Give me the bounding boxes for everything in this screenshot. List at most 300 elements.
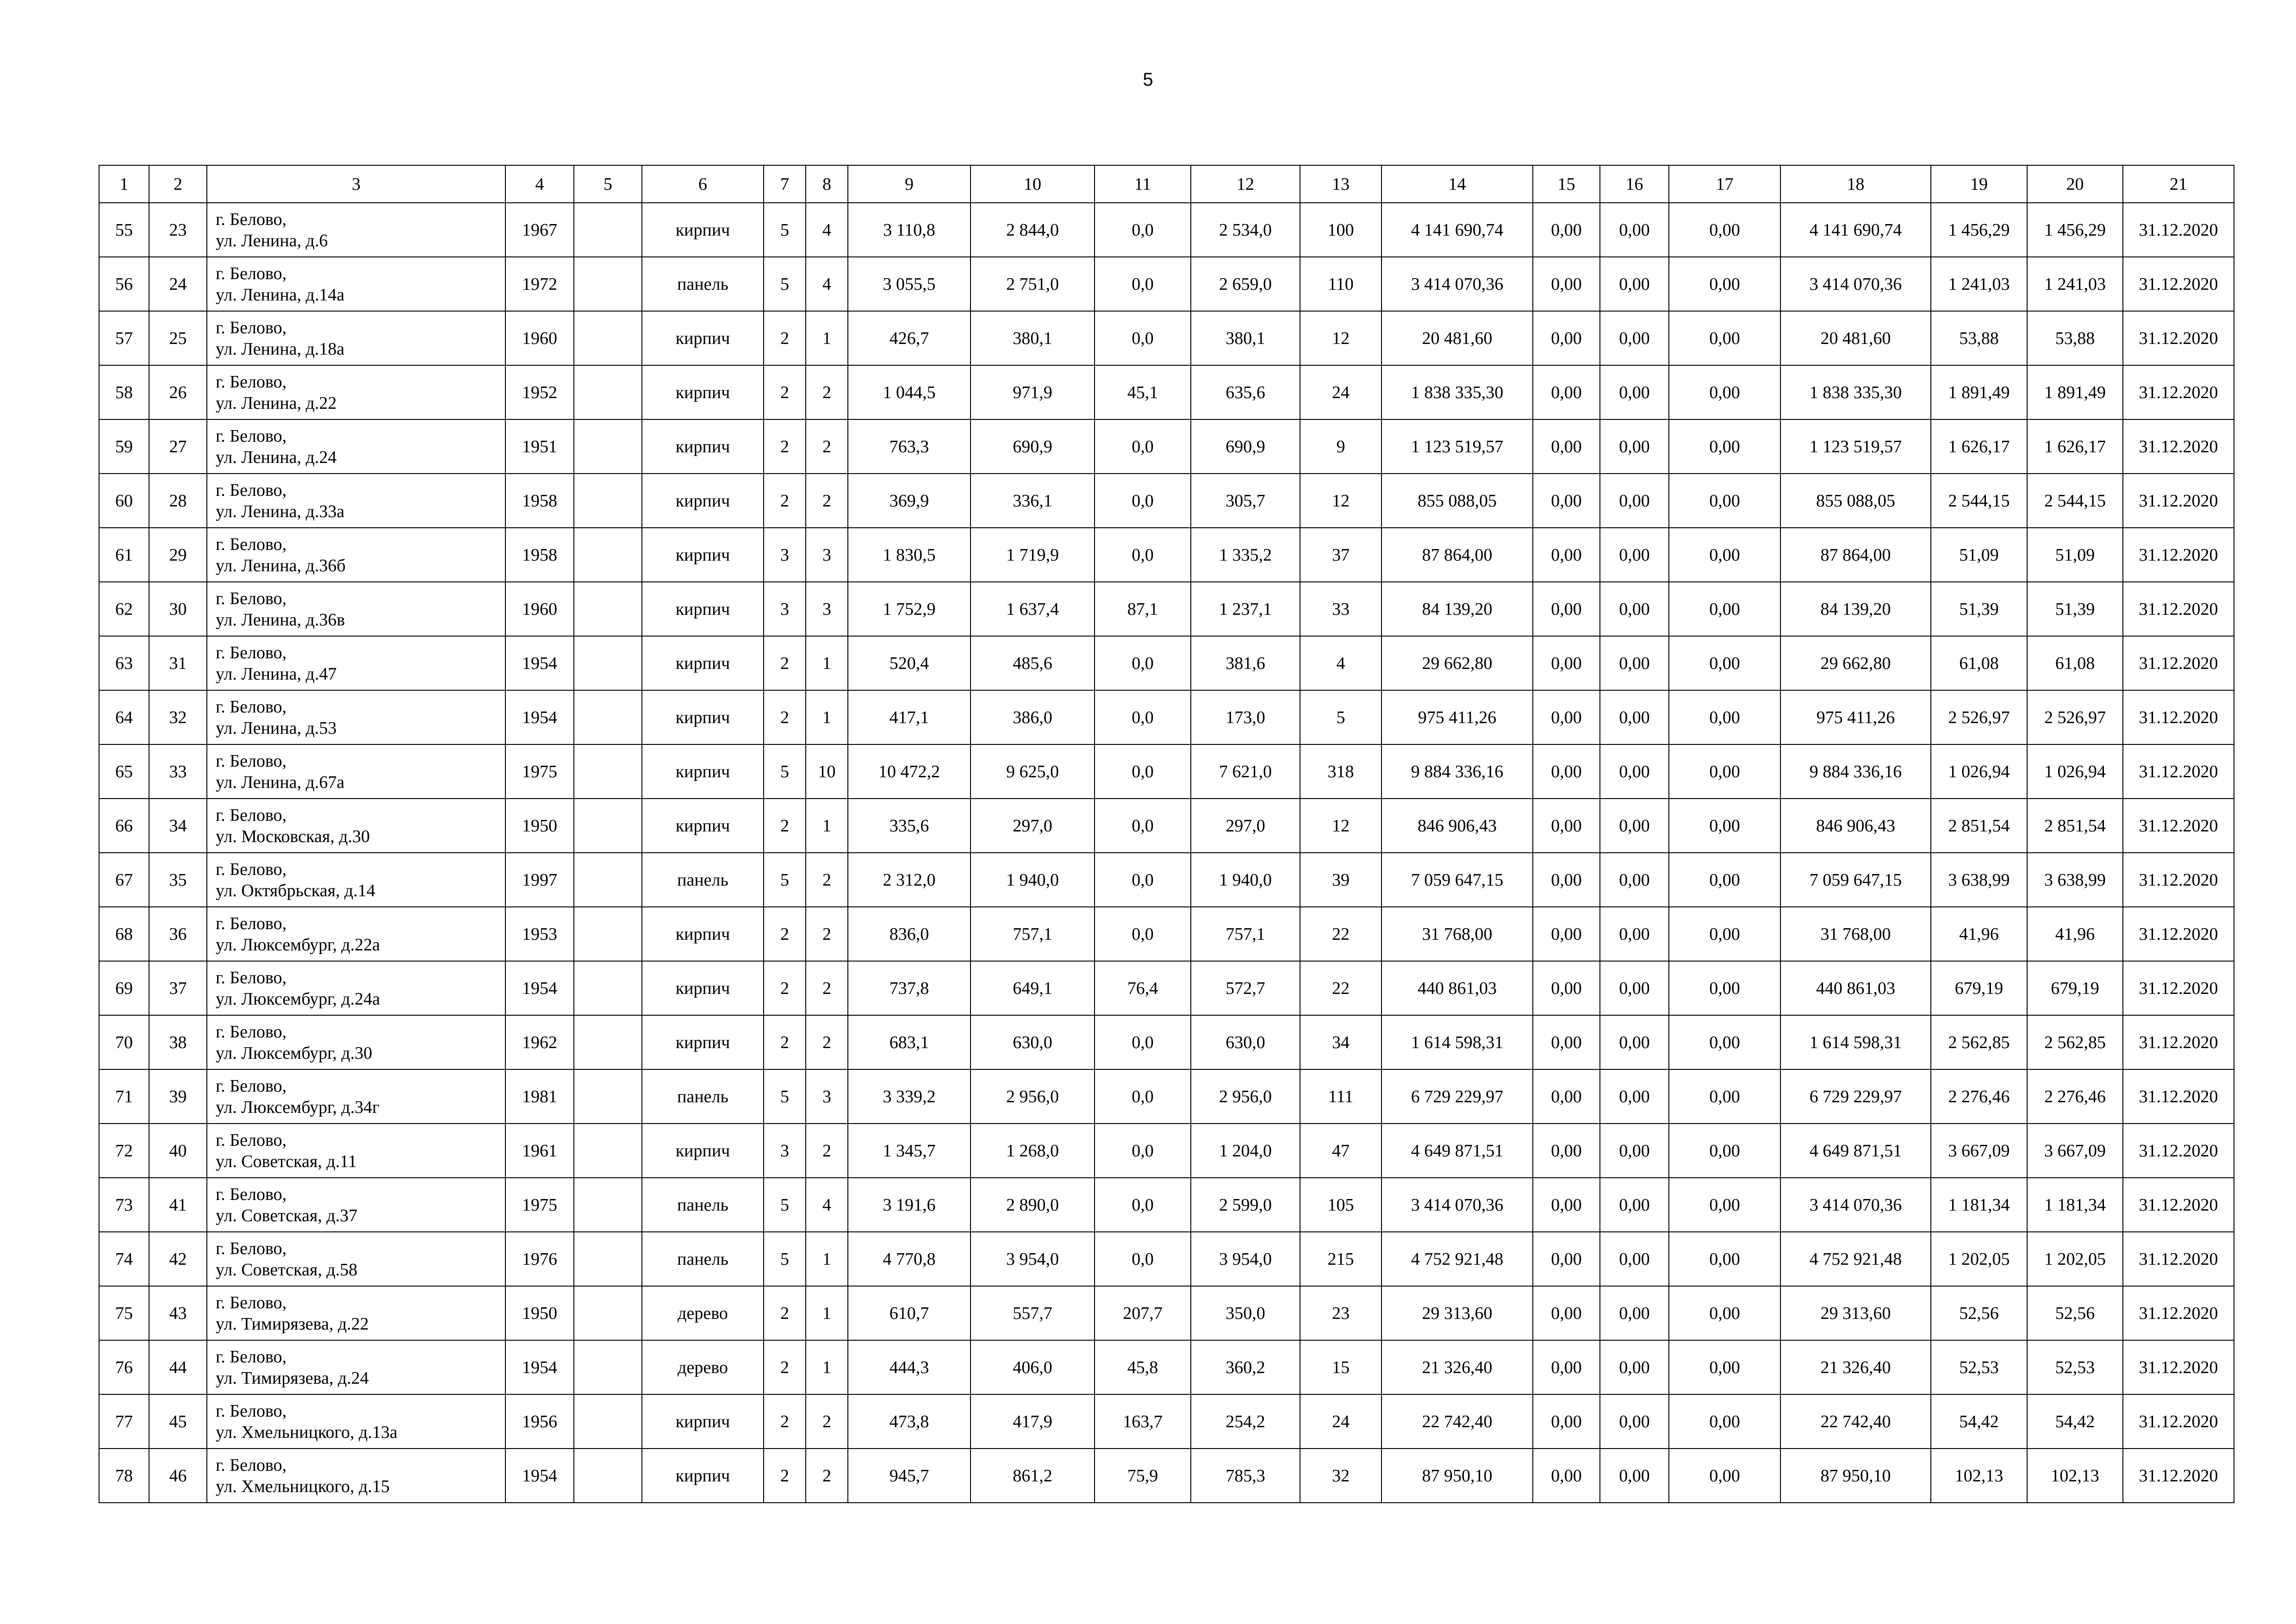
- address-street: ул. Люксембург, д.34г: [216, 1097, 380, 1117]
- table-cell: 1962: [505, 1015, 574, 1069]
- table-row: [99, 636, 2234, 690]
- table-cell: 4 141 690,74: [1381, 203, 1533, 257]
- table-cell: 3 414 070,36: [1780, 1178, 1931, 1232]
- table-cell: 1: [806, 311, 848, 365]
- table-cell: 2: [764, 799, 806, 853]
- address-city: г. Белово,: [216, 318, 287, 337]
- column-header: 10: [971, 165, 1095, 203]
- address-cell: [207, 690, 505, 744]
- table-cell: 43: [149, 1286, 207, 1340]
- table-cell: 0,00: [1533, 419, 1600, 474]
- table-cell: 39: [149, 1069, 207, 1124]
- table-cell: 0,00: [1600, 257, 1669, 311]
- table-row: [99, 474, 2234, 528]
- table-cell: 22 742,40: [1780, 1394, 1931, 1449]
- table-cell: 2: [806, 419, 848, 474]
- table-row: [99, 311, 2234, 365]
- table-cell: 29 313,60: [1780, 1286, 1931, 1340]
- table-cell: 54,42: [1931, 1394, 2027, 1449]
- table-cell: 2: [806, 961, 848, 1015]
- table-cell: 0,00: [1669, 1286, 1780, 1340]
- address-city: г. Белово,: [216, 697, 287, 717]
- table-cell: кирпич: [642, 1015, 764, 1069]
- table-cell: 1 204,0: [1191, 1124, 1300, 1178]
- table-cell: 4 141 690,74: [1780, 203, 1931, 257]
- table-cell: кирпич: [642, 799, 764, 853]
- address-street: ул. Октябрьская, д.14: [216, 881, 375, 900]
- table-cell: 4 649 871,51: [1780, 1124, 1931, 1178]
- table-cell: 0,00: [1669, 961, 1780, 1015]
- table-cell: 0,00: [1533, 690, 1600, 744]
- address-cell: [207, 528, 505, 582]
- table-cell: 60: [99, 474, 149, 528]
- table-cell: 36: [149, 907, 207, 961]
- address-city: г. Белово,: [216, 1455, 287, 1475]
- table-cell: 1950: [505, 799, 574, 853]
- column-header: 19: [1931, 165, 2027, 203]
- address-street: ул. Советская, д.37: [216, 1206, 358, 1225]
- table-cell: 78: [99, 1449, 149, 1503]
- table-cell: 0,00: [1669, 1124, 1780, 1178]
- table-cell: 31.12.2020: [2123, 690, 2234, 744]
- table-cell: 0,00: [1600, 636, 1669, 690]
- column-header: 3: [207, 165, 505, 203]
- table-cell: 0,00: [1533, 1069, 1600, 1124]
- table-cell: 1 044,5: [848, 365, 971, 419]
- table-cell: 406,0: [971, 1340, 1095, 1394]
- table-cell: 426,7: [848, 311, 971, 365]
- table-cell: 3 954,0: [1191, 1232, 1300, 1286]
- table-cell: 29 313,60: [1381, 1286, 1533, 1340]
- table-cell: кирпич: [642, 636, 764, 690]
- column-header: 11: [1095, 165, 1191, 203]
- table-cell: 5: [1300, 690, 1381, 744]
- table-cell: 0,00: [1669, 1069, 1780, 1124]
- table-cell: 1 123 519,57: [1780, 419, 1931, 474]
- address-cell: [207, 365, 505, 419]
- table-cell: 2: [806, 907, 848, 961]
- table-cell: кирпич: [642, 474, 764, 528]
- table-row: [99, 203, 2234, 257]
- table-cell: 0,00: [1669, 1178, 1780, 1232]
- address-cell: [207, 582, 505, 636]
- column-header: 6: [642, 165, 764, 203]
- address-street: ул. Ленина, д.53: [216, 718, 337, 738]
- table-cell: 0,00: [1669, 636, 1780, 690]
- table-cell: 67: [99, 853, 149, 907]
- table-row: [99, 528, 2234, 582]
- address-cell: [207, 203, 505, 257]
- table-cell: 4: [806, 1178, 848, 1232]
- address-street: ул. Ленина, д.33а: [216, 501, 345, 521]
- table-row: [99, 365, 2234, 419]
- table-cell: 173,0: [1191, 690, 1300, 744]
- table-cell: 0,00: [1600, 474, 1669, 528]
- table-cell: 1 614 598,31: [1381, 1015, 1533, 1069]
- table-cell: 76: [99, 1340, 149, 1394]
- table-cell: 2: [764, 1286, 806, 1340]
- table-cell: 62: [99, 582, 149, 636]
- table-cell: 1 626,17: [2027, 419, 2123, 474]
- table-cell: 22: [1300, 907, 1381, 961]
- table-cell: 572,7: [1191, 961, 1300, 1015]
- column-header: 4: [505, 165, 574, 203]
- address-street: ул. Люксембург, д.24а: [216, 989, 380, 1009]
- table-cell: 1: [806, 690, 848, 744]
- address-street: ул. Советская, д.58: [216, 1260, 358, 1280]
- table-cell: 1 719,9: [971, 528, 1095, 582]
- table-cell: 0,00: [1600, 799, 1669, 853]
- table-cell: 22 742,40: [1381, 1394, 1533, 1449]
- table-cell: 0,00: [1669, 365, 1780, 419]
- table-row: [99, 1069, 2234, 1124]
- table-cell: 12: [1300, 474, 1381, 528]
- table-cell: 32: [149, 690, 207, 744]
- table-cell: 3: [764, 528, 806, 582]
- address-city: г. Белово,: [216, 1130, 287, 1150]
- address-street: ул. Советская, д.11: [216, 1151, 357, 1171]
- table-cell: 0,00: [1600, 1232, 1669, 1286]
- table-cell: панель: [642, 1178, 764, 1232]
- address-city: г. Белово,: [216, 372, 287, 392]
- table-cell: 29 662,80: [1381, 636, 1533, 690]
- table-cell: [574, 690, 642, 744]
- table-cell: 0,00: [1600, 419, 1669, 474]
- table-cell: 54,42: [2027, 1394, 2123, 1449]
- table-cell: 45,8: [1095, 1340, 1191, 1394]
- table-cell: 0,00: [1533, 257, 1600, 311]
- table-cell: кирпич: [642, 419, 764, 474]
- table-cell: 444,3: [848, 1340, 971, 1394]
- table-cell: 0,0: [1095, 1015, 1191, 1069]
- table-cell: 31.12.2020: [2123, 203, 2234, 257]
- table-cell: 3 954,0: [971, 1232, 1095, 1286]
- table-cell: [574, 528, 642, 582]
- table-cell: 66: [99, 799, 149, 853]
- table-cell: 836,0: [848, 907, 971, 961]
- table-cell: 31.12.2020: [2123, 1178, 2234, 1232]
- address-street: ул. Хмельницкого, д.13а: [216, 1422, 398, 1442]
- table-cell: 1 241,03: [1931, 257, 2027, 311]
- table-cell: 12: [1300, 311, 1381, 365]
- table-cell: 3: [806, 582, 848, 636]
- table-cell: 2 956,0: [1191, 1069, 1300, 1124]
- table-cell: 1: [806, 1232, 848, 1286]
- address-city: г. Белово,: [216, 426, 287, 446]
- table-cell: 87 950,10: [1780, 1449, 1931, 1503]
- table-cell: 1950: [505, 1286, 574, 1340]
- table-cell: 0,00: [1600, 365, 1669, 419]
- table-cell: 0,00: [1533, 1015, 1600, 1069]
- address-cell: [207, 1286, 505, 1340]
- table-cell: 24: [1300, 365, 1381, 419]
- table-cell: 1956: [505, 1394, 574, 1449]
- table-cell: [574, 1124, 642, 1178]
- table-cell: 0,00: [1533, 365, 1600, 419]
- table-cell: 2: [806, 365, 848, 419]
- table-cell: 2: [764, 690, 806, 744]
- address-city: г. Белово,: [216, 1293, 287, 1312]
- table-cell: 31.12.2020: [2123, 1232, 2234, 1286]
- table-cell: 0,00: [1533, 1340, 1600, 1394]
- table-cell: дерево: [642, 1340, 764, 1394]
- table-cell: 2 751,0: [971, 257, 1095, 311]
- table-cell: 0,00: [1600, 961, 1669, 1015]
- table-cell: кирпич: [642, 528, 764, 582]
- address-city: г. Белово,: [216, 805, 287, 825]
- table-cell: 0,00: [1533, 1178, 1600, 1232]
- table-row: [99, 907, 2234, 961]
- table-cell: 0,00: [1669, 419, 1780, 474]
- table-cell: 0,00: [1533, 744, 1600, 799]
- table-cell: 1954: [505, 961, 574, 1015]
- address-city: г. Белово,: [216, 968, 287, 987]
- table-row: [99, 1232, 2234, 1286]
- table-cell: 75: [99, 1286, 149, 1340]
- table-cell: 1: [806, 799, 848, 853]
- table-cell: 0,00: [1533, 799, 1600, 853]
- table-cell: 45: [149, 1394, 207, 1449]
- table-cell: 0,00: [1669, 257, 1780, 311]
- table-cell: 630,0: [1191, 1015, 1300, 1069]
- table-cell: 21 326,40: [1381, 1340, 1533, 1394]
- table-cell: кирпич: [642, 365, 764, 419]
- table-cell: 679,19: [1931, 961, 2027, 1015]
- table-cell: 785,3: [1191, 1449, 1300, 1503]
- table-cell: 3: [806, 1069, 848, 1124]
- table-cell: [574, 1286, 642, 1340]
- table-cell: панель: [642, 257, 764, 311]
- address-city: г. Белово,: [216, 859, 287, 879]
- table-cell: 70: [99, 1015, 149, 1069]
- table-cell: 2 562,85: [1931, 1015, 2027, 1069]
- table-cell: 3 055,5: [848, 257, 971, 311]
- table-cell: 31.12.2020: [2123, 907, 2234, 961]
- table-cell: 1 123 519,57: [1381, 419, 1533, 474]
- table-row: [99, 419, 2234, 474]
- table-cell: 2 276,46: [1931, 1069, 2027, 1124]
- table-row: [99, 1340, 2234, 1394]
- table-cell: 846 906,43: [1381, 799, 1533, 853]
- address-cell: [207, 1178, 505, 1232]
- table-cell: 1 940,0: [971, 853, 1095, 907]
- address-cell: [207, 1124, 505, 1178]
- table-cell: 417,9: [971, 1394, 1095, 1449]
- table-cell: 0,00: [1669, 1394, 1780, 1449]
- address-cell: [207, 257, 505, 311]
- table-cell: 40: [149, 1124, 207, 1178]
- table-cell: 2 534,0: [1191, 203, 1300, 257]
- table-cell: 31: [149, 636, 207, 690]
- table-cell: 2: [764, 1015, 806, 1069]
- address-street: ул. Люксембург, д.22а: [216, 935, 380, 955]
- table-cell: 6 729 229,97: [1381, 1069, 1533, 1124]
- column-header: 14: [1381, 165, 1533, 203]
- table-cell: 7 059 647,15: [1780, 853, 1931, 907]
- table-cell: 0,00: [1600, 1449, 1669, 1503]
- table-cell: 0,0: [1095, 203, 1191, 257]
- column-header: 20: [2027, 165, 2123, 203]
- table-cell: 2 276,46: [2027, 1069, 2123, 1124]
- table-cell: 1 838 335,30: [1381, 365, 1533, 419]
- table-cell: 68: [99, 907, 149, 961]
- table-cell: 0,00: [1600, 203, 1669, 257]
- header-row: [99, 165, 2234, 203]
- table-cell: 3: [764, 582, 806, 636]
- table-cell: 1: [806, 1340, 848, 1394]
- table-cell: кирпич: [642, 744, 764, 799]
- table-cell: 59: [99, 419, 149, 474]
- table-cell: 10: [806, 744, 848, 799]
- table-cell: 39: [1300, 853, 1381, 907]
- table-cell: 2 890,0: [971, 1178, 1095, 1232]
- table-cell: 0,00: [1669, 311, 1780, 365]
- table-cell: 4 649 871,51: [1381, 1124, 1533, 1178]
- table-cell: 31.12.2020: [2123, 474, 2234, 528]
- table-cell: 3: [764, 1124, 806, 1178]
- table-cell: 7 621,0: [1191, 744, 1300, 799]
- address-city: г. Белово,: [216, 534, 287, 554]
- table-cell: 61,08: [2027, 636, 2123, 690]
- table-cell: 0,00: [1533, 961, 1600, 1015]
- table-cell: 0,0: [1095, 744, 1191, 799]
- table-row: [99, 1286, 2234, 1340]
- table-cell: 105: [1300, 1178, 1381, 1232]
- table-cell: [574, 1232, 642, 1286]
- table-cell: кирпич: [642, 1124, 764, 1178]
- column-header: 1: [99, 165, 149, 203]
- table-cell: 763,3: [848, 419, 971, 474]
- table-cell: 20 481,60: [1780, 311, 1931, 365]
- address-cell: [207, 474, 505, 528]
- table-cell: 72: [99, 1124, 149, 1178]
- table-cell: 0,00: [1600, 1015, 1669, 1069]
- table-cell: 3 667,09: [1931, 1124, 2027, 1178]
- address-cell: [207, 636, 505, 690]
- table-cell: 1 241,03: [2027, 257, 2123, 311]
- table-cell: 1954: [505, 1449, 574, 1503]
- table-cell: 9 625,0: [971, 744, 1095, 799]
- table-cell: 0,0: [1095, 1178, 1191, 1232]
- table-cell: 0,0: [1095, 311, 1191, 365]
- table-cell: 350,0: [1191, 1286, 1300, 1340]
- table-cell: 1961: [505, 1124, 574, 1178]
- table-cell: 0,00: [1669, 1340, 1780, 1394]
- table-cell: 0,00: [1600, 907, 1669, 961]
- table-cell: 2: [764, 1449, 806, 1503]
- table-cell: 69: [99, 961, 149, 1015]
- table-cell: 0,0: [1095, 799, 1191, 853]
- table-cell: 2: [806, 1124, 848, 1178]
- table-cell: 520,4: [848, 636, 971, 690]
- table-cell: 0,0: [1095, 636, 1191, 690]
- table-cell: 31.12.2020: [2123, 311, 2234, 365]
- table-cell: кирпич: [642, 907, 764, 961]
- table-cell: 2: [764, 474, 806, 528]
- table-cell: 0,0: [1095, 1124, 1191, 1178]
- table-cell: [574, 257, 642, 311]
- table-cell: 1997: [505, 853, 574, 907]
- table-cell: 0,0: [1095, 853, 1191, 907]
- column-header: 16: [1600, 165, 1669, 203]
- address-street: ул. Московская, д.30: [216, 826, 370, 846]
- table-cell: 757,1: [971, 907, 1095, 961]
- table-cell: 111: [1300, 1069, 1381, 1124]
- address-city: г. Белово,: [216, 480, 287, 500]
- table-cell: 33: [1300, 582, 1381, 636]
- table-cell: 297,0: [971, 799, 1095, 853]
- table-cell: 1 891,49: [1931, 365, 2027, 419]
- table-cell: 690,9: [971, 419, 1095, 474]
- column-header: 9: [848, 165, 971, 203]
- table-cell: 1951: [505, 419, 574, 474]
- table-cell: 47: [1300, 1124, 1381, 1178]
- address-city: г. Белово,: [216, 643, 287, 662]
- table-cell: кирпич: [642, 203, 764, 257]
- table-cell: 610,7: [848, 1286, 971, 1340]
- table-cell: 73: [99, 1178, 149, 1232]
- table-row: [99, 1178, 2234, 1232]
- table-cell: 369,9: [848, 474, 971, 528]
- table-cell: дерево: [642, 1286, 764, 1340]
- table-cell: 0,00: [1533, 1394, 1600, 1449]
- table-cell: [574, 419, 642, 474]
- table-cell: 440 861,03: [1780, 961, 1931, 1015]
- table-cell: 485,6: [971, 636, 1095, 690]
- table-cell: 1960: [505, 582, 574, 636]
- table-cell: 52,56: [1931, 1286, 2027, 1340]
- table-cell: 3 414 070,36: [1381, 257, 1533, 311]
- table-cell: 1954: [505, 636, 574, 690]
- table-cell: 1958: [505, 528, 574, 582]
- table-cell: 4: [806, 257, 848, 311]
- table-cell: 0,00: [1533, 1232, 1600, 1286]
- table-cell: 163,7: [1095, 1394, 1191, 1449]
- table-cell: 635,6: [1191, 365, 1300, 419]
- table-cell: 87 864,00: [1780, 528, 1931, 582]
- table-cell: 71: [99, 1069, 149, 1124]
- address-street: ул. Ленина, д.47: [216, 664, 337, 684]
- table-cell: 1952: [505, 365, 574, 419]
- table-cell: 0,00: [1600, 1124, 1669, 1178]
- table-cell: 34: [1300, 1015, 1381, 1069]
- table-cell: 15: [1300, 1340, 1381, 1394]
- table-cell: 42: [149, 1232, 207, 1286]
- table-cell: 2 851,54: [2027, 799, 2123, 853]
- table-cell: 254,2: [1191, 1394, 1300, 1449]
- table-cell: 5: [764, 1232, 806, 1286]
- table-cell: кирпич: [642, 1394, 764, 1449]
- table-cell: 1 637,4: [971, 582, 1095, 636]
- table-cell: 41,96: [2027, 907, 2123, 961]
- table-cell: 1981: [505, 1069, 574, 1124]
- table-cell: 3 414 070,36: [1381, 1178, 1533, 1232]
- table-cell: 335,6: [848, 799, 971, 853]
- table-cell: 44: [149, 1340, 207, 1394]
- table-cell: 1 614 598,31: [1780, 1015, 1931, 1069]
- table-row: [99, 853, 2234, 907]
- table-cell: 1 626,17: [1931, 419, 2027, 474]
- table-cell: 31 768,00: [1381, 907, 1533, 961]
- table-cell: 23: [149, 203, 207, 257]
- table-cell: [574, 203, 642, 257]
- address-cell: [207, 744, 505, 799]
- table-cell: 0,00: [1600, 311, 1669, 365]
- table-cell: 52,56: [2027, 1286, 2123, 1340]
- page-number: 5: [1143, 69, 1153, 90]
- table-cell: 2: [806, 1449, 848, 1503]
- table-cell: 690,9: [1191, 419, 1300, 474]
